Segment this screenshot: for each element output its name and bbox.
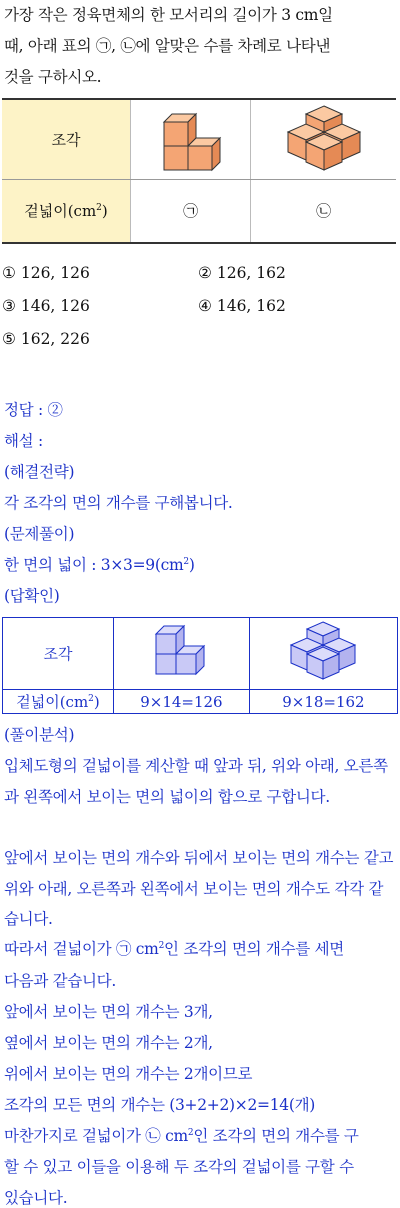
solve-title: (문제풀이) — [4, 525, 75, 543]
count-line-3: 위에서 보이는 면의 개수는 2개이므로 — [4, 1065, 253, 1083]
choice-5[interactable]: ⑤ 162, 226 — [2, 330, 90, 348]
choice-2[interactable]: ② 126, 162 — [198, 264, 286, 282]
check-header-area: 겉넓이$(cm^2)$ — [3, 690, 114, 714]
choice-1[interactable]: ① 126, 126 — [2, 264, 90, 282]
choice-4[interactable]: ④ 146, 162 — [198, 297, 286, 315]
choice-3[interactable]: ③ 146, 126 — [2, 297, 90, 315]
check-header-piece: 조각 — [3, 618, 114, 690]
count-line-1: 앞에서 보이는 면의 개수는 3개, — [4, 1003, 213, 1021]
check-table — [2, 617, 398, 714]
check-piece-a — [114, 618, 250, 690]
analysis-title: (풀이분석) — [4, 726, 75, 744]
cube-piece-a-image — [146, 102, 236, 172]
question-table — [2, 98, 396, 244]
question-line: 가장 작은 정육면체의 한 모서리의 길이가 3 cm일 — [4, 6, 333, 24]
cube-piece-a-blue-image — [146, 620, 216, 684]
analysis-paragraph-1: 입체도형의 겉넓이를 계산할 때 앞과 뒤, 위와 아래, 오른쪽과 왼쪽에서 보이는 면의 넓이의 합으로 구합니다. — [4, 757, 388, 806]
question-text — [0, 0, 400, 93]
cell-b: ㉡ — [251, 179, 396, 243]
check-piece-b — [249, 618, 397, 690]
cube-piece-b-blue-image — [278, 620, 368, 684]
analysis-line-3c: 다음과 같습니다. — [4, 972, 116, 990]
solve-text: 한 면의 넓이 : $3\times 3=9(cm^2)$ — [4, 556, 195, 574]
table-header-area: 겉넓이$(cm^2)$ — [2, 179, 131, 243]
strategy-title: (해결전략) — [4, 463, 75, 481]
analysis-paragraph-2: 앞에서 보이는 면의 개수와 뒤에서 보이는 면의 개수는 같고 위와 아래, 오른쪽과 왼쪽에서 보이는 면의 개수도 각각 같습니다. — [4, 849, 394, 928]
analysis-line-4a: 마찬가지로 겉넓이가 ㉡ $cm^2$인 조각의 면의 개수를 구 — [4, 1127, 359, 1145]
piece-a-figure — [131, 99, 251, 179]
question-line: 때, 아래 표의 ㉠, ㉡에 알맞은 수를 차례로 나타낸 — [4, 37, 331, 55]
analysis-line-3a: 따라서 겉넓이가 ㉠ $cm^2$인 조각의 면의 개수를 세면 — [4, 940, 344, 958]
analysis-line-4d: 있습니다. — [4, 1189, 68, 1207]
strategy-text: 각 조각의 면의 개수를 구해봅니다. — [4, 494, 233, 512]
piece-b-figure — [251, 99, 396, 179]
count-line-4: 조각의 모든 면의 개수는 (3+2+2)×2=14(개) — [4, 1096, 316, 1114]
analysis-line-4c: 할 수 있고 이들을 이용해 두 조각의 겉넓이를 구할 수 — [4, 1158, 354, 1176]
check-value-b: 9×18=162 — [249, 690, 397, 714]
cube-piece-b-image — [269, 102, 379, 172]
answer-line: 정답 : ② — [4, 401, 63, 419]
table-header-piece: 조각 — [2, 99, 131, 179]
count-line-2: 옆에서 보이는 면의 개수는 2개, — [4, 1034, 213, 1052]
question-line: 것을 구하시오. — [4, 68, 102, 86]
check-title: (답확인) — [4, 587, 60, 605]
explain-label: 해설 : — [4, 432, 43, 450]
cell-a: ㉠ — [131, 179, 251, 243]
check-value-a: 9×14=126 — [114, 690, 250, 714]
